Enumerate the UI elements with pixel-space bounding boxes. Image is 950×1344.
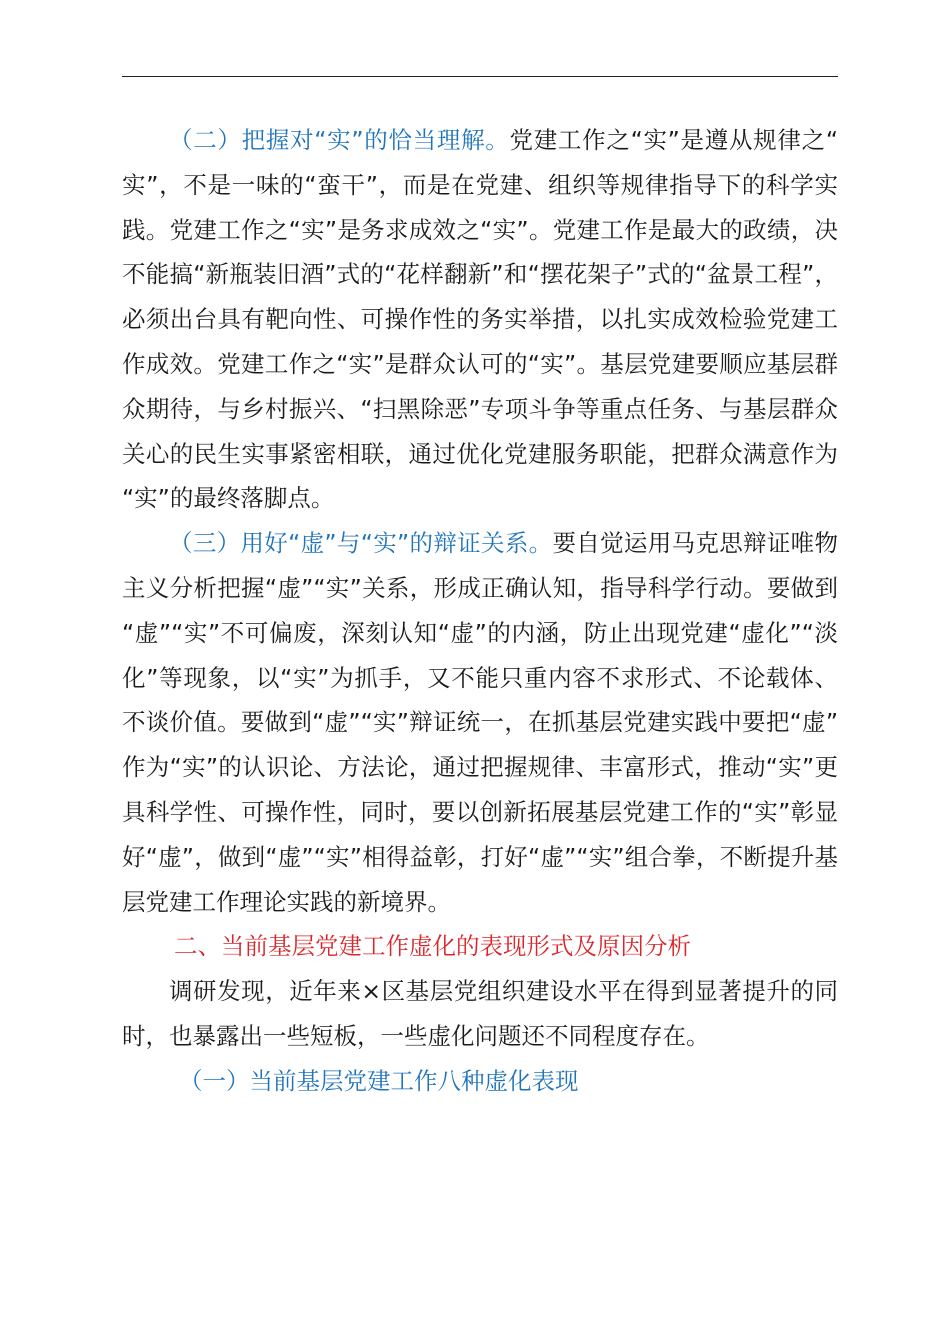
header-rule: [122, 76, 838, 77]
section-heading-2: （二）把握对“实”的恰当理解。: [169, 126, 510, 154]
document-body: [122, 118, 838, 1104]
subsection-heading: （一）当前基层党建工作八种虚化表现: [179, 1066, 579, 1095]
section-heading-3: （三）用好“虚”与“实”的辩证关系。: [169, 529, 553, 558]
chapter-intro-paragraph: 调研发现，近年来×区基层党组织建设水平在得到显著提升的同时，也暴露出一些短板，一些虚化问题还不同程度存在。: [122, 977, 838, 1050]
section-paragraph-2: [122, 118, 838, 521]
section-text-2: 党建工作之“实”是遵从规律之“实”，不是一味的“蛮干”，而是在党建、组织等规律指导下的科学实践。党建工作之“实”是务求成效之“实”。党建工作是最大的政绩，决不能搞“新瓶装旧酒”式的“花样翻新”和“摆花架子”式的“盆景工程”，必须出台具有靶向性、可操作性的务实举措，以扎实成效检验党建工作成效。党建工作之“实”是群众认可的“实”。基层党建要顺应基层群众期待，与乡村振兴、“扫黑除恶”专项斗争等重点任务、与基层群众关心的民生实事紧密相联，通过优化党建服务职能，把群众满意作为“实”的最终落脚点。: [122, 126, 838, 513]
section-text-3: 要自觉运用马克思辩证唯物主义分析把握“虚”“实”关系，形成正确认知，指导科学行动。要做到“虚”“实”不可偏废，深刻认知“虚”的内涵，防止出现党建“虚化”“淡化”等现象，以“实”为抓手，又不能只重内容不求形式、不论载体、不谈价值。要做到“虚”“实”辩证统一，在抓基层党建实践中要把“虚”作为“实”的认识论、方法论，通过把握规律、丰富形式，推动“实”更具科学性、可操作性，同时，要以创新拓展基层党建工作的“实”彰显好“虚”，做到“虚”“实”相得益彰，打好“虚”“实”组合拳，不断提升基层党建工作理论实践的新境界。: [122, 529, 838, 916]
section-paragraph-3: [122, 521, 838, 924]
chapter-heading: 二、当前基层党建工作虚化的表现形式及原因分析: [174, 932, 691, 961]
